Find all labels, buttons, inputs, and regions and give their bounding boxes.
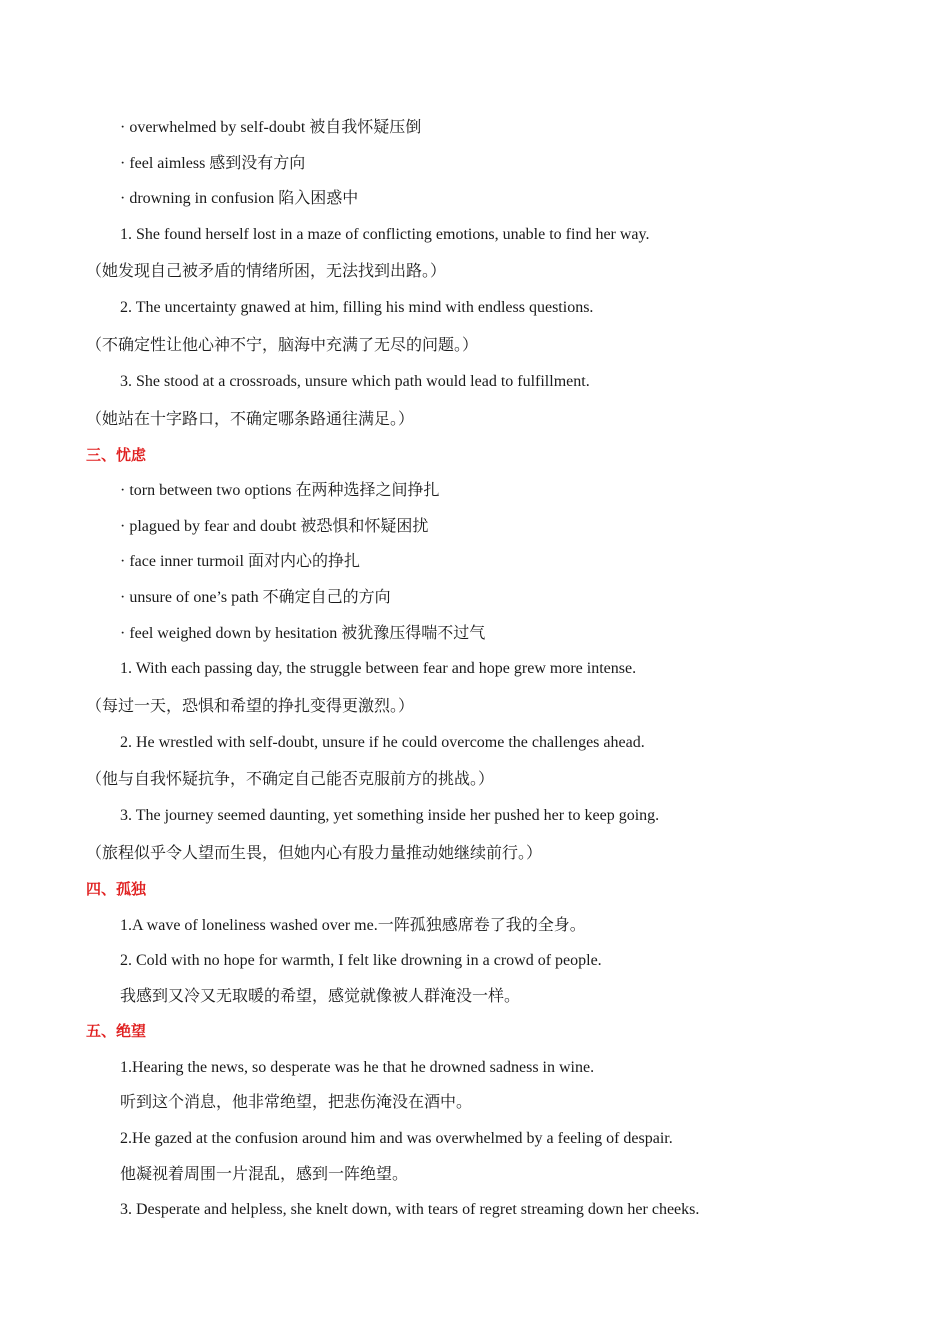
example-sentence-cn: （她站在十字路口，不确定哪条路通往满足。） (86, 410, 415, 428)
example-sentence-cn: （旅程似乎令人望而生畏，但她内心有股力量推动她继续前行。） (86, 844, 543, 862)
section-heading-worry: 三、忧虑 (86, 445, 147, 464)
example-sentence-cn: （不确定性让他心神不宁，脑海中充满了无尽的问题。） (86, 336, 479, 354)
phrase-item: · face inner turmoil 面对内心的挣扎 (120, 553, 360, 571)
phrase-item: · feel weighed down by hesitation 被犹豫压得喘不过气 (120, 624, 486, 642)
section-heading-loneliness: 四、孤独 (86, 879, 147, 898)
example-sentence-cn: （她发现自己被矛盾的情绪所困，无法找到出路。） (86, 263, 447, 281)
example-sentence-cn: （他与自我怀疑抗争，不确定自己能否克服前方的挑战。） (86, 771, 495, 789)
example-sentence-en: 1. She found herself lost in a maze of conflicting emotions, unable to find her way. (120, 225, 650, 243)
example-line: 2.He gazed at the confusion around him and was overwhelmed by a feeling of despair. (120, 1130, 673, 1148)
example-sentence-en: 3. The journey seemed daunting, yet something inside her pushed her to keep going. (120, 807, 660, 825)
example-line: 他凝视着周围一片混乱，感到一阵绝望。 (120, 1165, 409, 1183)
example-line: 1.A wave of loneliness washed over me.一阵孤独感席卷了我的全身。 (120, 916, 586, 934)
phrase-item: · drowning in confusion 陷入困惑中 (120, 190, 359, 208)
example-line: 3. Desperate and helpless, she knelt down, with tears of regret streaming down her cheeks. (120, 1201, 700, 1219)
phrase-item: · torn between two options 在两种选择之间挣扎 (120, 482, 440, 500)
example-line: 2. Cold with no hope for warmth, I felt like drowning in a crowd of people. (120, 952, 602, 970)
phrase-item: · plagued by fear and doubt 被恐惧和怀疑困扰 (120, 517, 429, 535)
phrase-item: · overwhelmed by self-doubt 被自我怀疑压倒 (120, 119, 422, 136)
example-sentence-en: 2. He wrestled with self-doubt, unsure if he could overcome the challenges ahead. (120, 733, 645, 751)
example-sentence-en: 1. With each passing day, the struggle between fear and hope grew more intense. (120, 660, 637, 678)
example-sentence-cn: （每过一天，恐惧和希望的挣扎变得更激烈。） (86, 697, 415, 715)
example-line: 1.Hearing the news, so desperate was he that he drowned sadness in wine. (120, 1058, 595, 1076)
example-line: 我感到又冷又无取暖的希望，感觉就像被人群淹没一样。 (120, 987, 521, 1005)
example-line: 听到这个消息，他非常绝望，把悲伤淹没在酒中。 (120, 1094, 473, 1112)
section-heading-despair: 五、绝望 (86, 1022, 147, 1041)
phrase-item: · unsure of one’s path 不确定自己的方向 (120, 588, 391, 606)
phrase-item: · feel aimless 感到没有方向 (120, 154, 306, 172)
example-sentence-en: 2. The uncertainty gnawed at him, filling his mind with endless questions. (120, 299, 594, 317)
example-sentence-en: 3. She stood at a crossroads, unsure which path would lead to fulfillment. (120, 372, 590, 390)
document-page (0, 110, 950, 1228)
